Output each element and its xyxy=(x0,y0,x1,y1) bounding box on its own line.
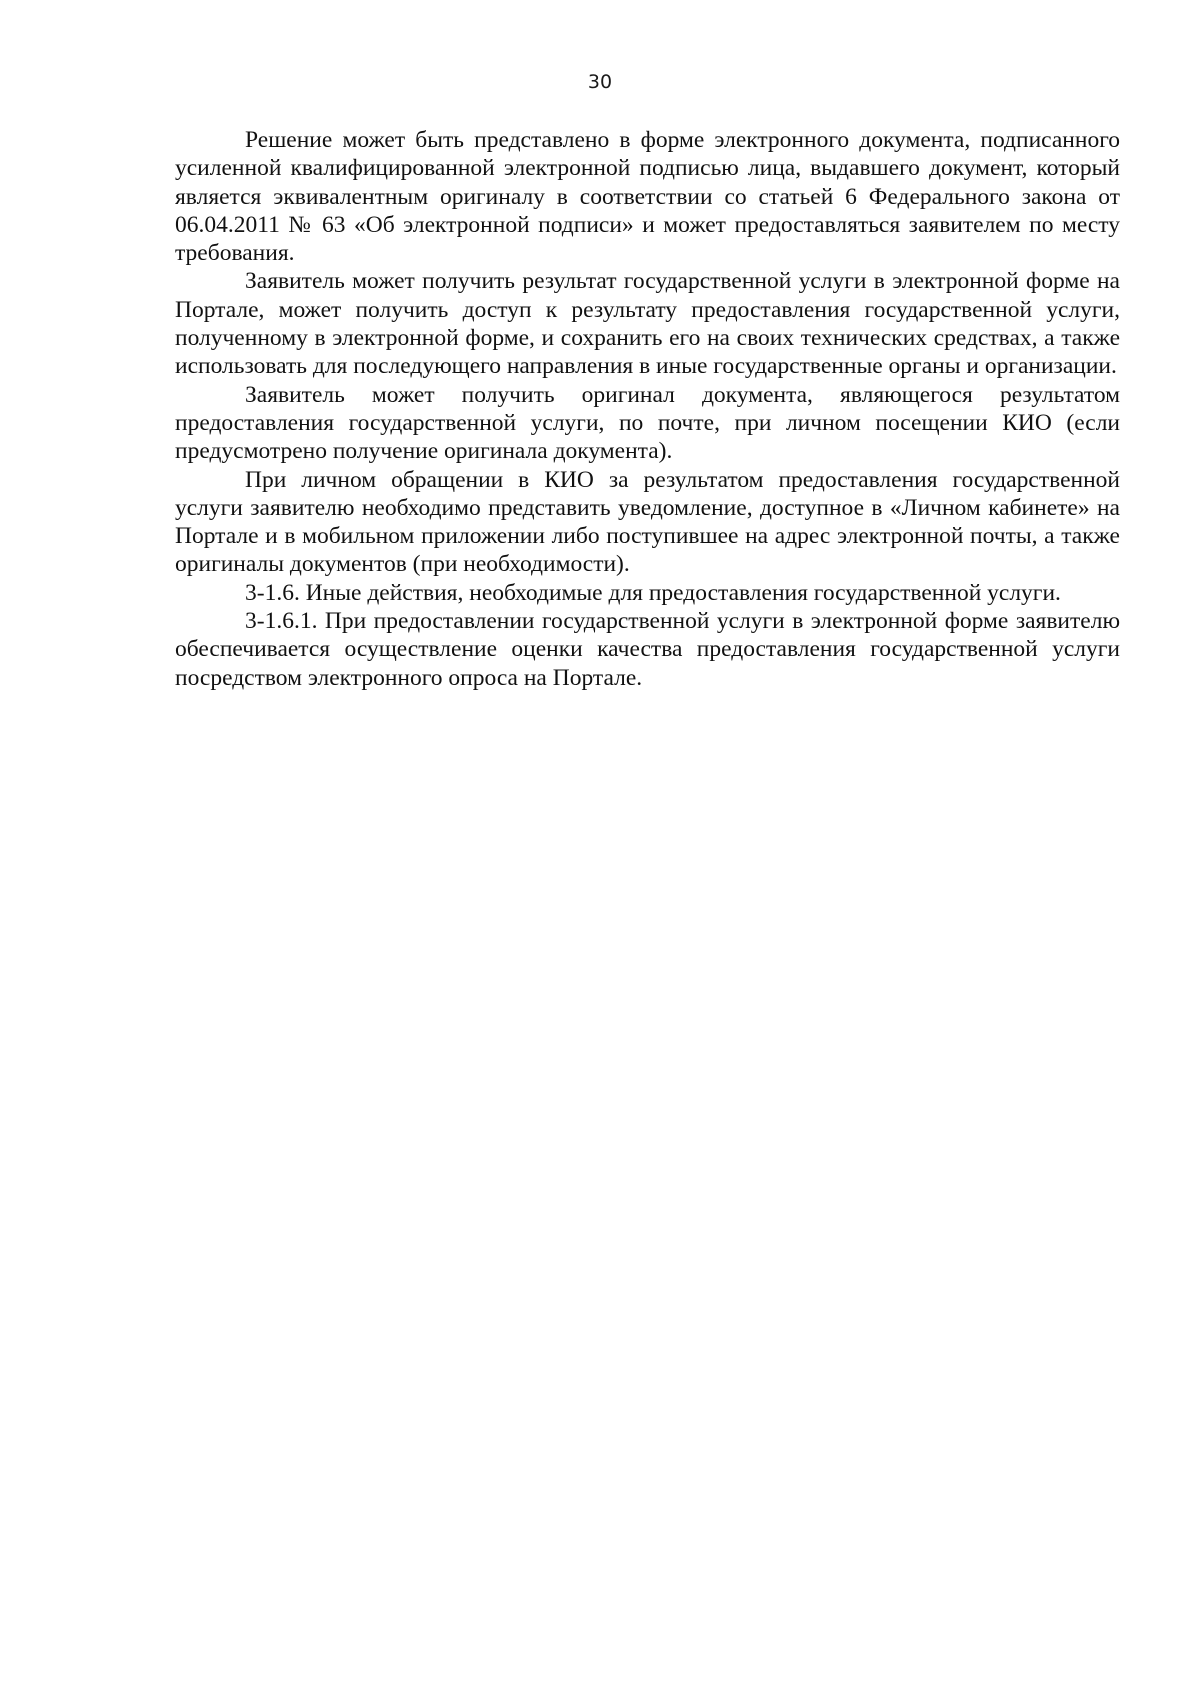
paragraph-electronic-document: Решение может быть представлено в форме электронного документа, подписанного усиленной квалифицированной электронной подписью лица, выдавшего документ, который является эквивалентным оригиналу в соответствии со статьей 6 Федерального закона от 06.04.2011 № 63 «Об электронной подписи» и может предоставляться заявителем по месту требования. xyxy=(175,127,1120,267)
paragraph-personal-visit: При личном обращении в КИО за результатом предоставления государственной услуги заявителю необходимо представить уведомление, доступное в «Личном кабинете» на Портале и в мобильном приложении либо поступившее на адрес электронной почты, а также оригиналы документов (при необходимости). xyxy=(175,466,1120,578)
page-number: 30 xyxy=(587,71,613,93)
paragraph-section-3-1-6: 3-1.6. Иные действия, необходимые для предоставления государственной услуги. xyxy=(245,579,1061,606)
document-body xyxy=(175,126,1120,692)
paragraph-original-document: Заявитель может получить оригинал документа, являющегося результатом предоставления государственной услуги, по почте, при личном посещении КИО (если предусмотрено получение оригинала документа). xyxy=(175,381,1120,465)
paragraph-section-3-1-6-1: 3-1.6.1. При предоставлении государственной услуги в электронной форме заявителю обеспечивается осуществление оценки качества предоставления государственной услуги посредством электронного опроса на Портале. xyxy=(175,608,1120,691)
paragraph-portal-result: Заявитель может получить результат государственной услуги в электронной форме на Портале, может получить доступ к результату предоставления государственной услуги, полученному в электронной форме, и сохранить его на своих технических средствах, а также использовать для последующего направления в иные государственные органы и организации. xyxy=(175,268,1120,380)
